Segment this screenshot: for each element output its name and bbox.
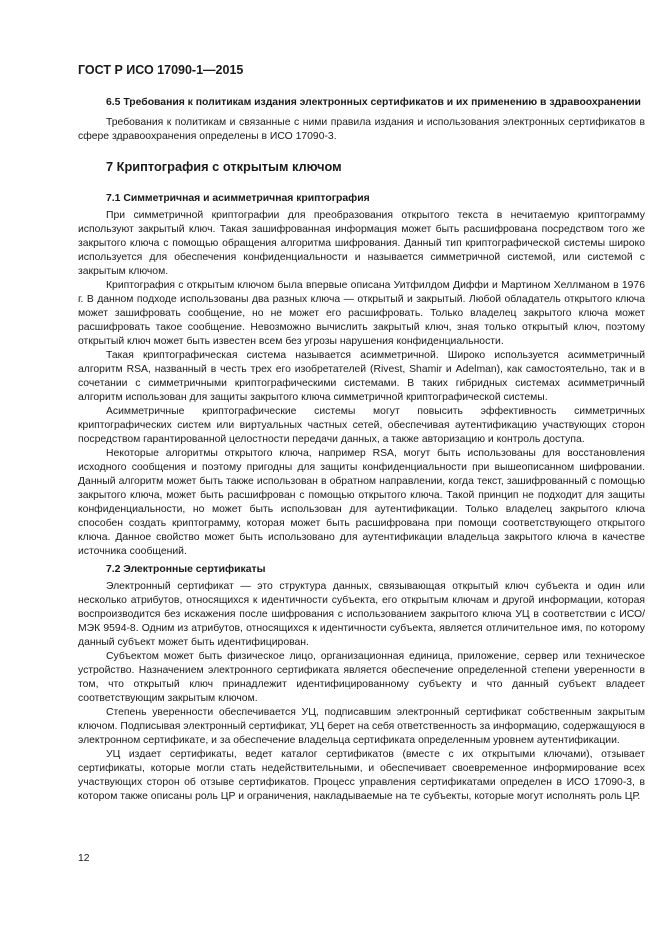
section-7-1-heading: 7.1 Симметричная и асимметричная криптография xyxy=(106,193,370,204)
section-7-1-paragraph-3: Такая криптографическая система называется асимметричной. Широко используется асимметричный алгоритм RSA, названный в честь трех его изобретателей (Rivest, Shamir и Adelman), как самостоятельно, так и в сочетании с симметричными криптографическими системами. В таких гибридных системах асимметричный алгоритм использован для защиты закрытого ключа симметричной криптографической системы. xyxy=(78,350,645,403)
section-7-2-paragraph-2: Субъектом может быть физическое лицо, организационная единица, приложение, сервер или техническое устройство. Назначением электронного сертификата является обеспечение определенной степени уверенности в том, что открытый ключ принадлежит идентифицированному субъекту и что данный субъект владеет соответствующим закрытым ключом. xyxy=(78,651,645,704)
section-7-1-paragraph-4: Асимметричные криптографические системы могут повысить эффективность симметричных криптографических систем или виртуальных частных сетей, обеспечивая аутентификацию участвующих сторон посредством гарантированной целостности передачи данных, а также авторизацию и контроль доступа. xyxy=(78,406,645,445)
section-6-5-heading: 6.5 Требования к политикам издания электронных сертификатов и их применению в здравоохранении xyxy=(106,97,641,108)
section-7-heading: 7 Криптография с открытым ключом xyxy=(106,159,342,174)
document-header: ГОСТ Р ИСО 17090-1—2015 xyxy=(78,63,244,77)
page-number: 12 xyxy=(78,853,90,864)
section-7-1-paragraph-1: При симметричной криптографии для преобразования открытого текста в нечитаемую криптограмму используют закрытый ключ. Такая зашифрованная информация может быть расшифрована посредством того же закрытого ключа с помощью обращения алгоритма шифрования. Данный тип криптографической системы широко используется для обеспечения конфиденциальности и называется симметричной системой, или системой с закрытым ключом. xyxy=(78,210,645,277)
section-7-2-heading: 7.2 Электронные сертификаты xyxy=(106,564,266,575)
section-7-2-paragraph-1: Электронный сертификат — это структура данных, связывающая открытый ключ субъекта и один или несколько атрибутов, относящихся к идентичности субъекта, его открытым ключам и другой информации, которая воспроизводится без искажения после шифрования с использованием закрытого ключа УЦ в соответствии с ИСО/МЭК 9594-8. Одним из атрибутов, относящихся к идентичности субъекта, является отличительное имя, по которому данный субъект может быть идентифицирован. xyxy=(78,581,645,648)
section-7-2-paragraph-4: УЦ издает сертификаты, ведет каталог сертификатов (вместе с их открытыми ключами), отзывает сертификаты, которые могли стать недействительными, и обеспечивает своевременное информирование всех участвующих сторон об отзыве сертификатов. Процесс управления сертификатами определен в ИСО 17090-3, в котором также описаны роль ЦР и ограничения, накладываемые на те субъекты, которые могут исполнять роль ЦР. xyxy=(78,749,645,802)
section-6-5-text: Требования к политикам и связанные с ними правила издания и использования электронных сертификатов в сфере здравоохранения определены в ИСО 17090-3. xyxy=(78,117,645,142)
page-content xyxy=(78,92,645,804)
section-7-1-paragraph-2: Криптография с открытым ключом была впервые описана Уитфилдом Диффи и Мартином Хеллманом в 1976 г. В данном подходе использованы два разных ключа — открытый и закрытый. Любой обладатель открытого ключа может зашифровать сообщение, но не может его расшифровать. Только владелец закрытого ключа может расшифровать такое сообщение. Невозможно вычислить закрытый ключ, зная только открытый ключ, поэтому открытый ключ может быть известен всем без угрозы нарушения конфиденциальности. xyxy=(78,280,645,347)
section-7-1-paragraph-5: Некоторые алгоритмы открытого ключа, например RSA, могут быть использованы для восстановления исходного сообщения и поэтому пригодны для защиты конфиденциальности при вышеописанном шифровании. Данный алгоритм может быть также использован в обратном направлении, когда текст, зашифрованный с помощью закрытого ключа, может быть расшифрован с помощью открытого ключа. Такой принцип не подходит для защиты конфиденциальности, но может быть использован для аутентификации. Только владелец закрытого ключа способен создать криптограмму, которая может быть расшифрована при помощи соответствующего открытого ключа. Данное свойство может быть использовано для аутентификации владельца закрытого ключа в качестве источника сообщений. xyxy=(78,448,645,557)
section-7-2-paragraph-3: Степень уверенности обеспечивается УЦ, подписавшим электронный сертификат собственным закрытым ключом. Подписывая электронный сертификат, УЦ берет на себя ответственность за информацию, содержащуюся в электронном сертификате, и за обеспечение владельца сертификата определенным уровнем аутентификации. xyxy=(78,707,645,746)
